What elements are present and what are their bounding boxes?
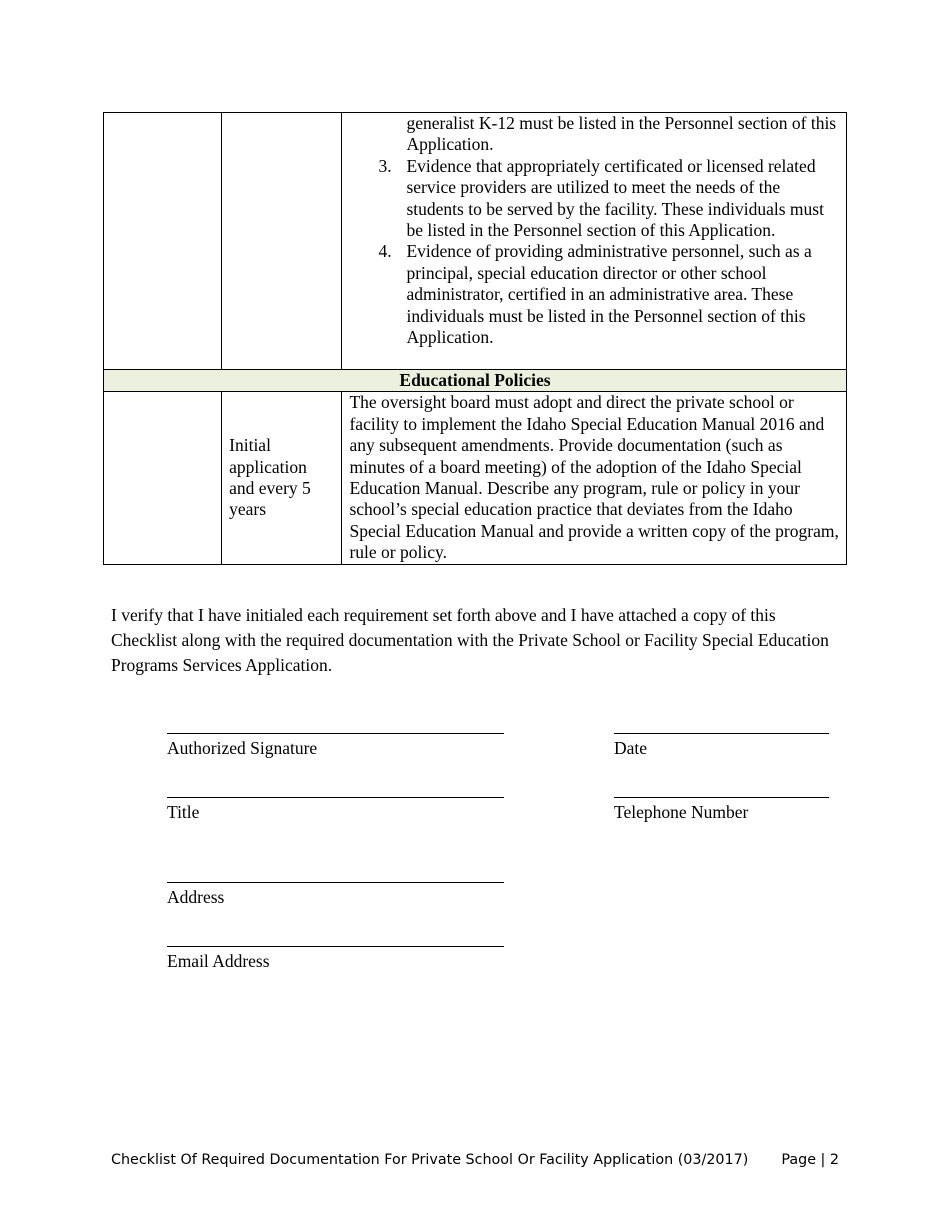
title-line[interactable] bbox=[167, 783, 504, 798]
table-row-educational-policies bbox=[104, 392, 847, 564]
email-label: Email Address bbox=[167, 951, 270, 971]
footer-page-number: Page | 2 bbox=[781, 1152, 839, 1168]
list-item-number: 3. bbox=[378, 155, 392, 176]
continued-text: generalist K-12 must be listed in the Personnel section of this Application. bbox=[406, 113, 837, 155]
section-heading: Educational Policies bbox=[104, 370, 847, 392]
email-line[interactable] bbox=[167, 932, 504, 947]
verification-statement: I verify that I have initialed each requirement set forth above and I have attached a copy of this Checklist along with the required documentation with the Private School or Facility Special Education Programs Services Application. bbox=[111, 605, 829, 675]
footer-document-title: Checklist Of Required Documentation For Private School Or Facility Application (03/2017) bbox=[111, 1152, 749, 1168]
list-item bbox=[342, 156, 846, 242]
telephone-field[interactable] bbox=[614, 783, 829, 822]
telephone-label: Telephone Number bbox=[614, 802, 749, 822]
title-field[interactable] bbox=[167, 783, 504, 822]
title-label: Title bbox=[167, 802, 200, 822]
frequency-cell bbox=[222, 113, 342, 370]
address-line[interactable] bbox=[167, 868, 504, 883]
list-item-text: Evidence that appropriately certificated or licensed related service providers are utilized to meet the needs of the students to be served by the facility. These individuals must be listed in the Personnel section of this Application. bbox=[406, 155, 824, 241]
section-heading-row bbox=[104, 370, 847, 392]
date-field[interactable] bbox=[614, 719, 829, 758]
signature-line[interactable] bbox=[167, 719, 504, 734]
date-line[interactable] bbox=[614, 719, 829, 734]
authorized-signature-field[interactable] bbox=[167, 719, 504, 758]
requirement-cell bbox=[342, 113, 847, 370]
address-label: Address bbox=[167, 887, 225, 907]
telephone-line[interactable] bbox=[614, 783, 829, 798]
frequency-cell: Initial application and every 5 years bbox=[222, 392, 342, 564]
list-item-number: 4. bbox=[378, 241, 392, 262]
address-field[interactable] bbox=[167, 868, 504, 907]
email-field[interactable] bbox=[167, 932, 504, 971]
initials-cell bbox=[104, 113, 222, 370]
list-item-text: Evidence of providing administrative personnel, such as a principal, special education director or other school administrator, certified in an administrative area. These individuals must be listed in the Personnel section of this Application. bbox=[406, 241, 812, 348]
requirement-list bbox=[342, 156, 846, 349]
authorized-signature-label: Authorized Signature bbox=[167, 738, 318, 758]
date-label: Date bbox=[614, 738, 648, 758]
requirement-cell: The oversight board must adopt and direct the private school or facility to implement the Idaho Special Education Manual 2016 and any subsequent amendments. Provide documentation (such as minutes of a board meeting) of the adoption of the Idaho Special Education Manual. Describe any program, rule or policy in your school’s special education practice that deviates from the Idaho Special Education Manual and provide a written copy of the program, rule or policy. bbox=[342, 392, 847, 564]
requirements-table bbox=[103, 112, 847, 565]
initials-cell bbox=[104, 392, 222, 564]
table-row-continued-requirements bbox=[104, 113, 847, 370]
list-item bbox=[342, 241, 846, 348]
